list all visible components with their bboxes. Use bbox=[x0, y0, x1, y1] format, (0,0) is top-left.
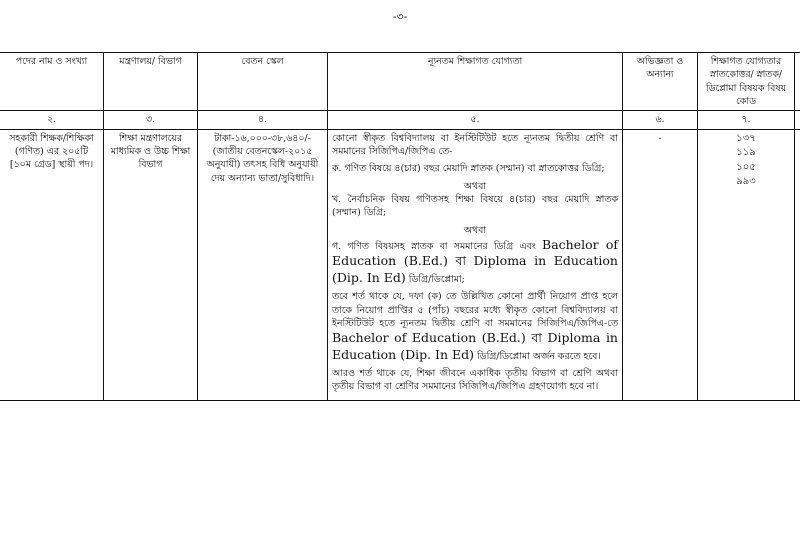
header-experience: অভিজ্ঞতা ও অন্যান্য bbox=[623, 53, 698, 111]
qual-c-part3: ডিগ্রি/ডিপ্লোমা; bbox=[408, 273, 465, 285]
col-num-5: ৫. bbox=[328, 111, 623, 129]
condition-1-part3: ডিগ্রি/ডিপ্লোমা অর্জন করতে হবে। bbox=[477, 350, 601, 362]
header-qualification: ন্যূনতম শিক্ষাগত যোগ্যতা bbox=[328, 53, 623, 111]
subject-code: ১০৫ bbox=[736, 161, 756, 173]
recruitment-table bbox=[0, 52, 800, 401]
header-ministry: মন্ত্রণালয়/ বিভাগ bbox=[104, 53, 198, 111]
condition-1 bbox=[332, 290, 618, 363]
qual-intro: কোনো স্বীকৃত বিশ্ববিদ্যালয় বা ইনস্টিটিউট হতে ন্যূনতম দ্বিতীয় শ্রেণি বা সমমানের সিজিপিএ/জিপিএ তে- bbox=[332, 132, 618, 158]
col-num-2: ২. bbox=[0, 111, 104, 129]
subject-code: ১১৯ bbox=[736, 147, 756, 159]
subject-code: ৯৯৩ bbox=[736, 176, 756, 188]
table-row bbox=[0, 129, 800, 400]
or-divider-2: অথবা bbox=[463, 224, 487, 236]
col-num-3: ৩. bbox=[104, 111, 198, 129]
header-pay-scale: বেতন স্কেল bbox=[198, 53, 328, 111]
qual-option-c bbox=[332, 237, 618, 286]
post-name: সহকারী শিক্ষক/শিক্ষিকা (গণিত) এর ২০৫টি bbox=[9, 132, 94, 158]
header-subject-code: শিক্ষাগত যোগ্যতার স্নাতকোত্তর/ স্নাতক/ ডিপ্লোমা বিষয়ক বিষয় কোড bbox=[698, 53, 795, 111]
qual-c-part1: গ. গণিত বিষয়সহ স্নাতক বা সমমানের ডিগ্রি এবং bbox=[332, 241, 536, 253]
col-num-6: ৬. bbox=[623, 111, 698, 129]
qual-option-a: ক. গণিত বিষয়ে ৪(চার) বছর মেয়াদি স্নাতক (সম্মান) বা স্নাতকোত্তর ডিগ্রি; bbox=[332, 163, 605, 175]
header-row bbox=[0, 53, 800, 111]
post-cell bbox=[0, 129, 104, 400]
col-num-7: ৭. bbox=[698, 111, 795, 129]
col-num-4: ৪. bbox=[198, 111, 328, 129]
qual-c-part2: Bachelor of Education (B.Ed.) বা Diploma in Education (Dip. In Ed) bbox=[332, 237, 618, 285]
col-num-edge bbox=[795, 111, 800, 129]
ministry-cell: শিক্ষা মন্ত্রণালয়ের মাধ্যমিক ও উচ্চ শিক্ষা বিভাগ bbox=[104, 129, 198, 400]
post-note: [১০ম গ্রেড] স্থায়ী পদ। bbox=[9, 159, 94, 171]
experience-cell: - bbox=[623, 129, 698, 400]
pay-scale-cell: টাকা-১৬,০০০-৩৮,৬৪০/- (জাতীয় বেতনস্কেল-২০১৫ অনুযায়ী) তৎসহ বিধি অনুযায়ী দেয় অন্যান্য ভাতা/সুবিধাদি। bbox=[198, 129, 328, 400]
qualification-cell bbox=[328, 129, 623, 400]
qual-option-b: খ. নৈর্বাচনিক বিষয় গণিতসহ শিক্ষা বিষয়ে ৪(চার) বছর মেয়াদি স্নাতক (সম্মান) ডিগ্রি; bbox=[332, 194, 618, 219]
header-post: পদের নাম ও সংখ্যা bbox=[0, 53, 104, 111]
subject-code-cell bbox=[698, 129, 795, 400]
row-edge-cell bbox=[795, 129, 800, 400]
or-divider-1: অথবা bbox=[463, 180, 487, 192]
page-number: -৩- bbox=[392, 10, 408, 23]
column-number-row bbox=[0, 111, 800, 129]
condition-2: আরও শর্ত থাকে যে, শিক্ষা জীবনে একাধিক তৃতীয় বিভাগ বা শ্রেণি অথবা তৃতীয় বিভাগ বা শ্রেণির সমমানের সিজিপিএ/জিপিএ গ্রহণযোগ্য হবে না। bbox=[332, 367, 618, 393]
condition-1-part1: তবে শর্ত থাকে যে, দফা (ক) তে উল্লিখিত কোনো প্রার্থী নিয়োগ প্রাপ্ত হলে তাকে নিয়োগ প্রাপ্তির ৫ (পাঁচ) বছরের মধ্যে স্বীকৃত কোনো বিশ্ববিদ্যালয় বা ইনস্টিটিউট হতে ন্যূনতম দ্বিতীয় শ্রেণি বা সমমানের সিজিপিএ/জিপিএ-তে bbox=[332, 291, 618, 329]
header-edge bbox=[795, 53, 800, 111]
condition-1-part2: Bachelor of Education (B.Ed.) বা Diploma in Education (Dip. In Ed) bbox=[332, 330, 618, 362]
subject-code: ১৩৭ bbox=[736, 132, 756, 144]
